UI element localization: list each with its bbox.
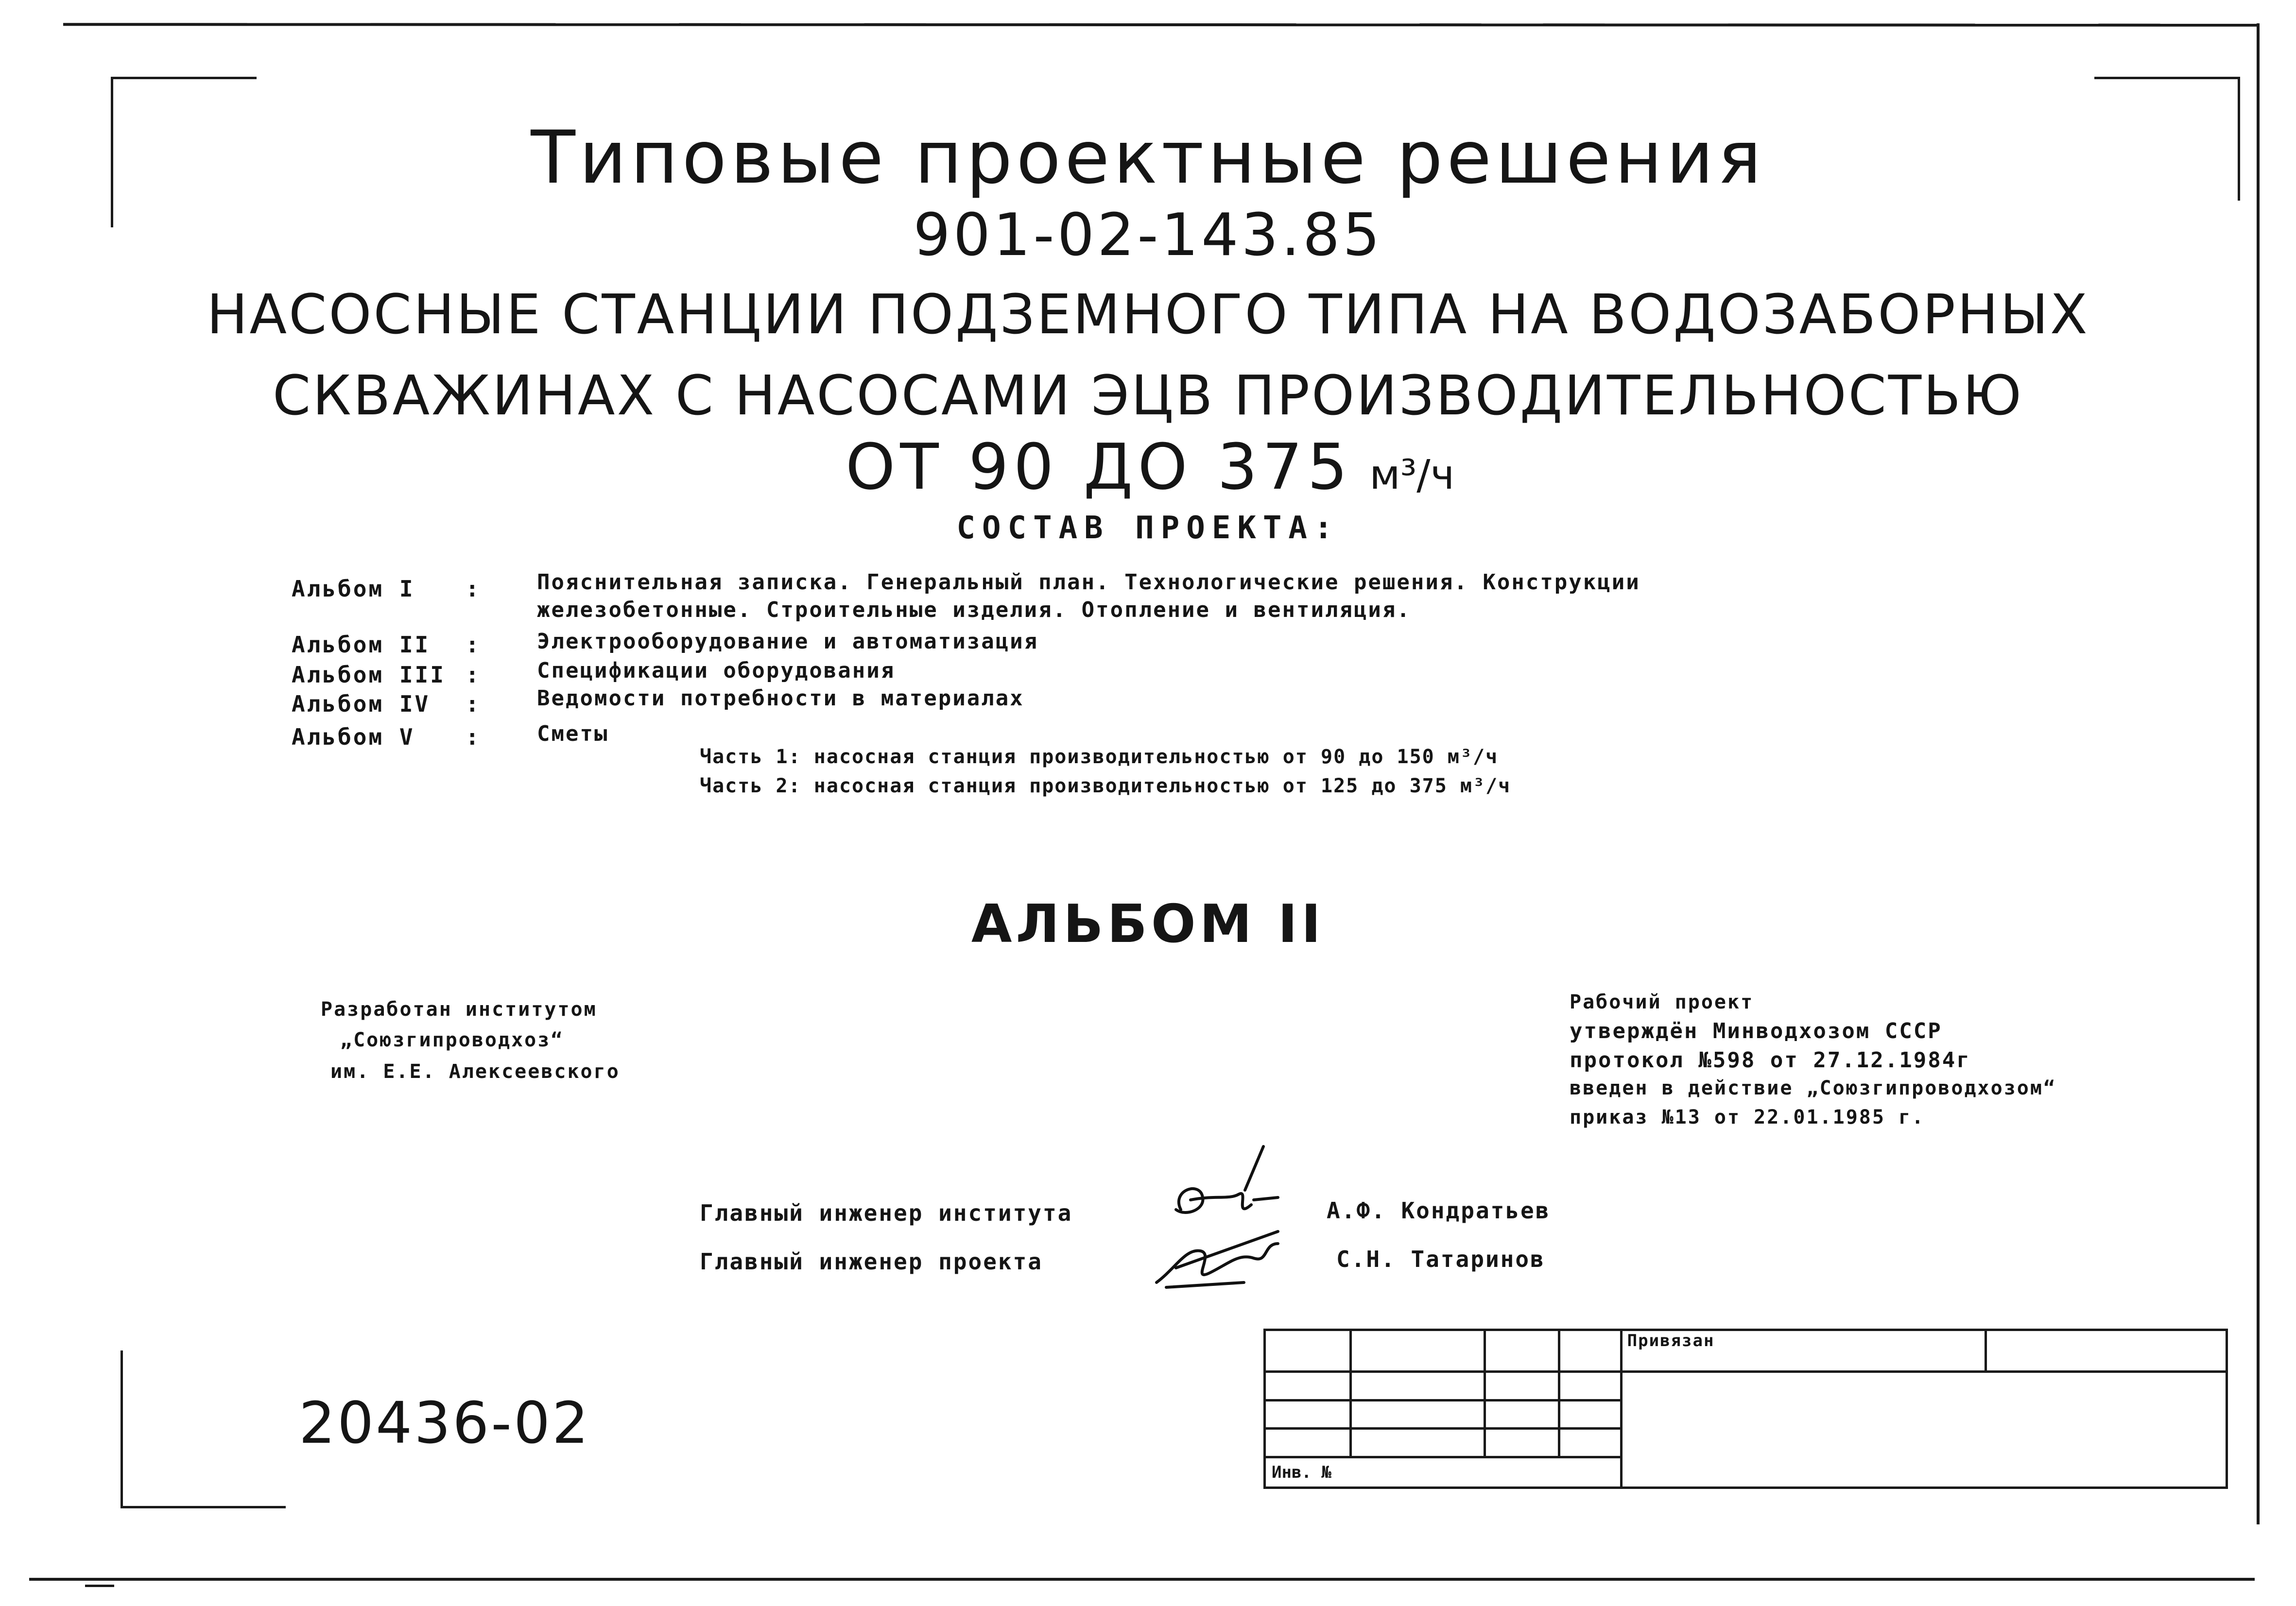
signature-name-chief-engineer-institute: А.Ф. Кондратьев xyxy=(1327,1197,1551,1224)
corner-mark-top-left-h xyxy=(111,77,257,79)
stamp-table xyxy=(1263,1329,2228,1489)
album-1-description: Пояснительная записка. Генеральный план. Технологические решения. Конструкции xyxy=(537,570,1640,595)
album-heading: АЛЬБОМ II xyxy=(971,894,1325,955)
album-2-colon: : xyxy=(466,632,479,658)
composition-heading: СОСТАВ ПРОЕКТА: xyxy=(956,510,1340,546)
stamp-inv-label: Инв. № xyxy=(1272,1463,1331,1483)
developer-line-2: „Союзгипроводхоз“ xyxy=(340,1029,564,1051)
signature-role-chief-engineer-project: Главный инженер проекта xyxy=(700,1248,1043,1275)
signature-name-chief-engineer-project: С.Н. Татаринов xyxy=(1336,1246,1545,1272)
approval-line-3: протокол №598 от 27.12.1984г xyxy=(1570,1048,1971,1073)
signature-role-chief-engineer-institute: Главный инженер института xyxy=(700,1200,1073,1226)
subtitle-line-1: НАСОСНЫЕ СТАНЦИИ ПОДЗЕМНОГО ТИПА НА ВОДОЗАБОРНЫХ xyxy=(207,283,2089,346)
capacity-range xyxy=(846,430,1454,504)
developer-line-3: им. Е.Е. Алексеевского xyxy=(330,1060,620,1083)
album-4-label: Альбом IV xyxy=(292,691,431,717)
album-4-colon: : xyxy=(466,691,479,717)
developer-line-1: Разработан институтом xyxy=(321,998,597,1021)
handwritten-signatures xyxy=(1118,1137,1312,1302)
approval-line-1: Рабочий проект xyxy=(1570,991,1754,1013)
album-4-description: Ведомости потребности в материалах xyxy=(537,686,1024,711)
subtitle-line-2: СКВАЖИНАХ С НАСОСАМИ ЭЦВ ПРОИЗВОДИТЕЛЬНОСТЬЮ xyxy=(273,364,2023,427)
frame-top-border xyxy=(63,23,2260,27)
album-5-label: Альбом V xyxy=(292,724,415,750)
document-number: 20436-02 xyxy=(299,1389,591,1456)
corner-mark-top-right-h xyxy=(2094,77,2240,79)
album-5-part-1: Часть 1: насосная станция производительностью от 90 до 150 м³/ч xyxy=(700,746,1499,768)
album-3-colon: : xyxy=(466,662,479,688)
album-5-part-2: Часть 2: насосная станция производительностью от 125 до 375 м³/ч xyxy=(700,775,1511,797)
album-5-colon: : xyxy=(466,724,479,750)
series-code: 901-02-143.85 xyxy=(913,202,1383,269)
approval-line-5: приказ №13 от 22.01.1985 г. xyxy=(1570,1106,1925,1128)
corner-mark-bottom-left-v xyxy=(121,1350,123,1508)
album-1-colon: : xyxy=(466,576,479,602)
album-2-description: Электрооборудование и автоматизация xyxy=(537,629,1039,654)
approval-line-4: введен в действие „Союзгипроводхозом“ xyxy=(1570,1077,2057,1099)
frame-bottom-tick xyxy=(85,1585,114,1587)
approval-line-2: утверждён Минводхозом СССР xyxy=(1570,1019,1942,1043)
stamp-inv-cell xyxy=(1265,1457,1622,1488)
album-2-label: Альбом II xyxy=(292,632,431,658)
stamp-bound-cell xyxy=(1621,1330,1985,1372)
series-title: Типовые проектные решения xyxy=(531,116,1765,200)
album-1-description-cont: железобетонные. Строительные изделия. Отопление и вентиляция. xyxy=(537,598,1411,622)
frame-bottom-border xyxy=(29,1578,2255,1581)
stamp-bound-label: Привязан xyxy=(1627,1331,1715,1350)
album-3-label: Альбом III xyxy=(292,662,446,688)
capacity-unit: м³/ч xyxy=(1369,451,1455,498)
capacity-value: ОТ 90 ДО 375 xyxy=(846,430,1353,504)
album-5-description: Сметы xyxy=(537,721,609,746)
corner-mark-bottom-left-h xyxy=(121,1506,286,1508)
album-3-description: Спецификации оборудования xyxy=(537,658,896,683)
album-1-label: Альбом I xyxy=(292,576,415,602)
